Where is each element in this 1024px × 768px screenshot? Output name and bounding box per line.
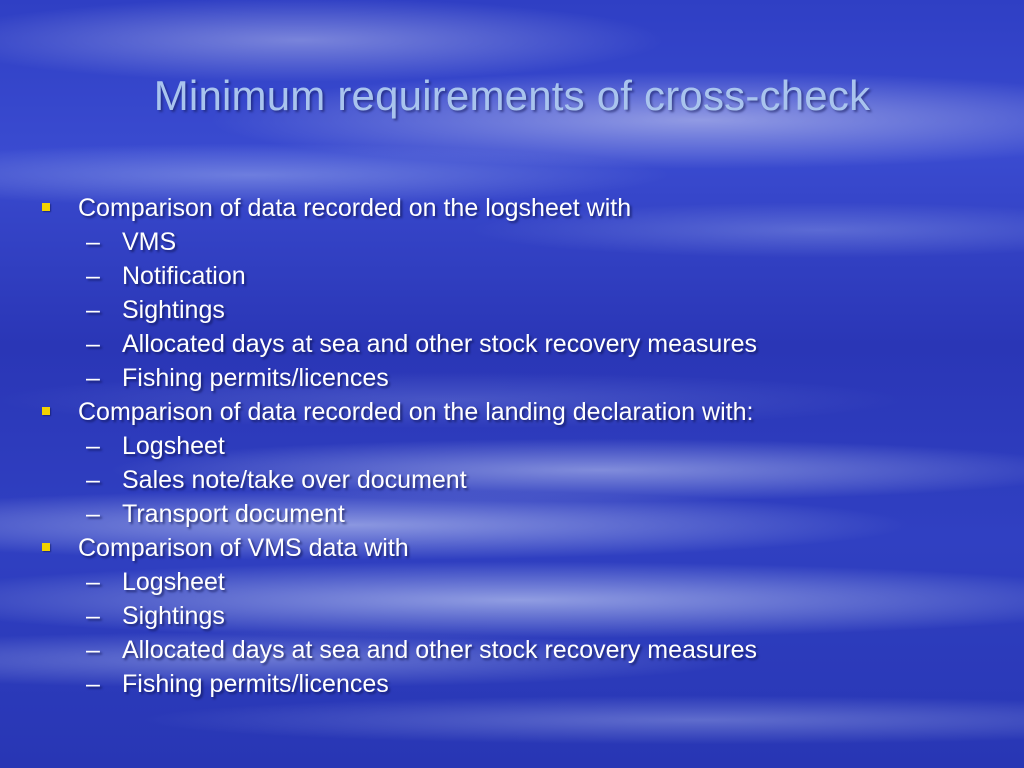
sub-item-text: Logsheet xyxy=(122,568,225,596)
dash-bullet-icon: – xyxy=(86,466,100,494)
dash-bullet-icon: – xyxy=(86,364,100,392)
sub-item-text: Sightings xyxy=(122,296,225,324)
dash-bullet-icon: – xyxy=(86,228,100,256)
dash-bullet-icon: – xyxy=(86,500,100,528)
sub-item xyxy=(38,565,998,599)
bullet-section-logsheet xyxy=(38,191,998,225)
sub-item-text: Sightings xyxy=(122,602,225,630)
dash-bullet-icon: – xyxy=(86,568,100,596)
sub-item xyxy=(38,633,998,667)
slide-title: Minimum requirements of cross-check xyxy=(153,72,871,119)
section-heading: Comparison of data recorded on the landing declaration with: xyxy=(78,398,754,426)
bullet-section-landing-declaration xyxy=(38,395,998,429)
section-heading: Comparison of VMS data with xyxy=(78,534,409,562)
dash-bullet-icon: – xyxy=(86,432,100,460)
dash-bullet-icon: – xyxy=(86,602,100,630)
slide-content xyxy=(38,191,998,701)
bullet-section-vms xyxy=(38,531,998,565)
sub-item xyxy=(38,667,998,701)
sub-item-text: Transport document xyxy=(122,500,345,528)
sub-item xyxy=(38,225,998,259)
sub-item xyxy=(38,327,998,361)
dash-bullet-icon: – xyxy=(86,330,100,358)
sub-item xyxy=(38,259,998,293)
square-bullet-icon xyxy=(42,203,50,211)
sub-item xyxy=(38,497,998,531)
sub-item-text: Fishing permits/licences xyxy=(122,364,389,392)
sub-item-text: Fishing permits/licences xyxy=(122,670,389,698)
sub-item-text: Allocated days at sea and other stock recovery measures xyxy=(122,330,758,358)
sub-item-text: VMS xyxy=(122,228,177,256)
square-bullet-icon xyxy=(42,543,50,551)
dash-bullet-icon: – xyxy=(86,296,100,324)
section-heading: Comparison of data recorded on the logsheet with xyxy=(78,194,632,222)
dash-bullet-icon: – xyxy=(86,636,100,664)
sub-item xyxy=(38,463,998,497)
sub-item-text: Notification xyxy=(122,262,246,290)
sub-item xyxy=(38,361,998,395)
dash-bullet-icon: – xyxy=(86,670,100,698)
sub-item-text: Logsheet xyxy=(122,432,225,460)
sub-item xyxy=(38,429,998,463)
sub-item-text: Sales note/take over document xyxy=(122,466,467,494)
dash-bullet-icon: – xyxy=(86,262,100,290)
sub-item-text: Allocated days at sea and other stock recovery measures xyxy=(122,636,758,664)
square-bullet-icon xyxy=(42,407,50,415)
sub-item xyxy=(38,599,998,633)
sub-item xyxy=(38,293,998,327)
